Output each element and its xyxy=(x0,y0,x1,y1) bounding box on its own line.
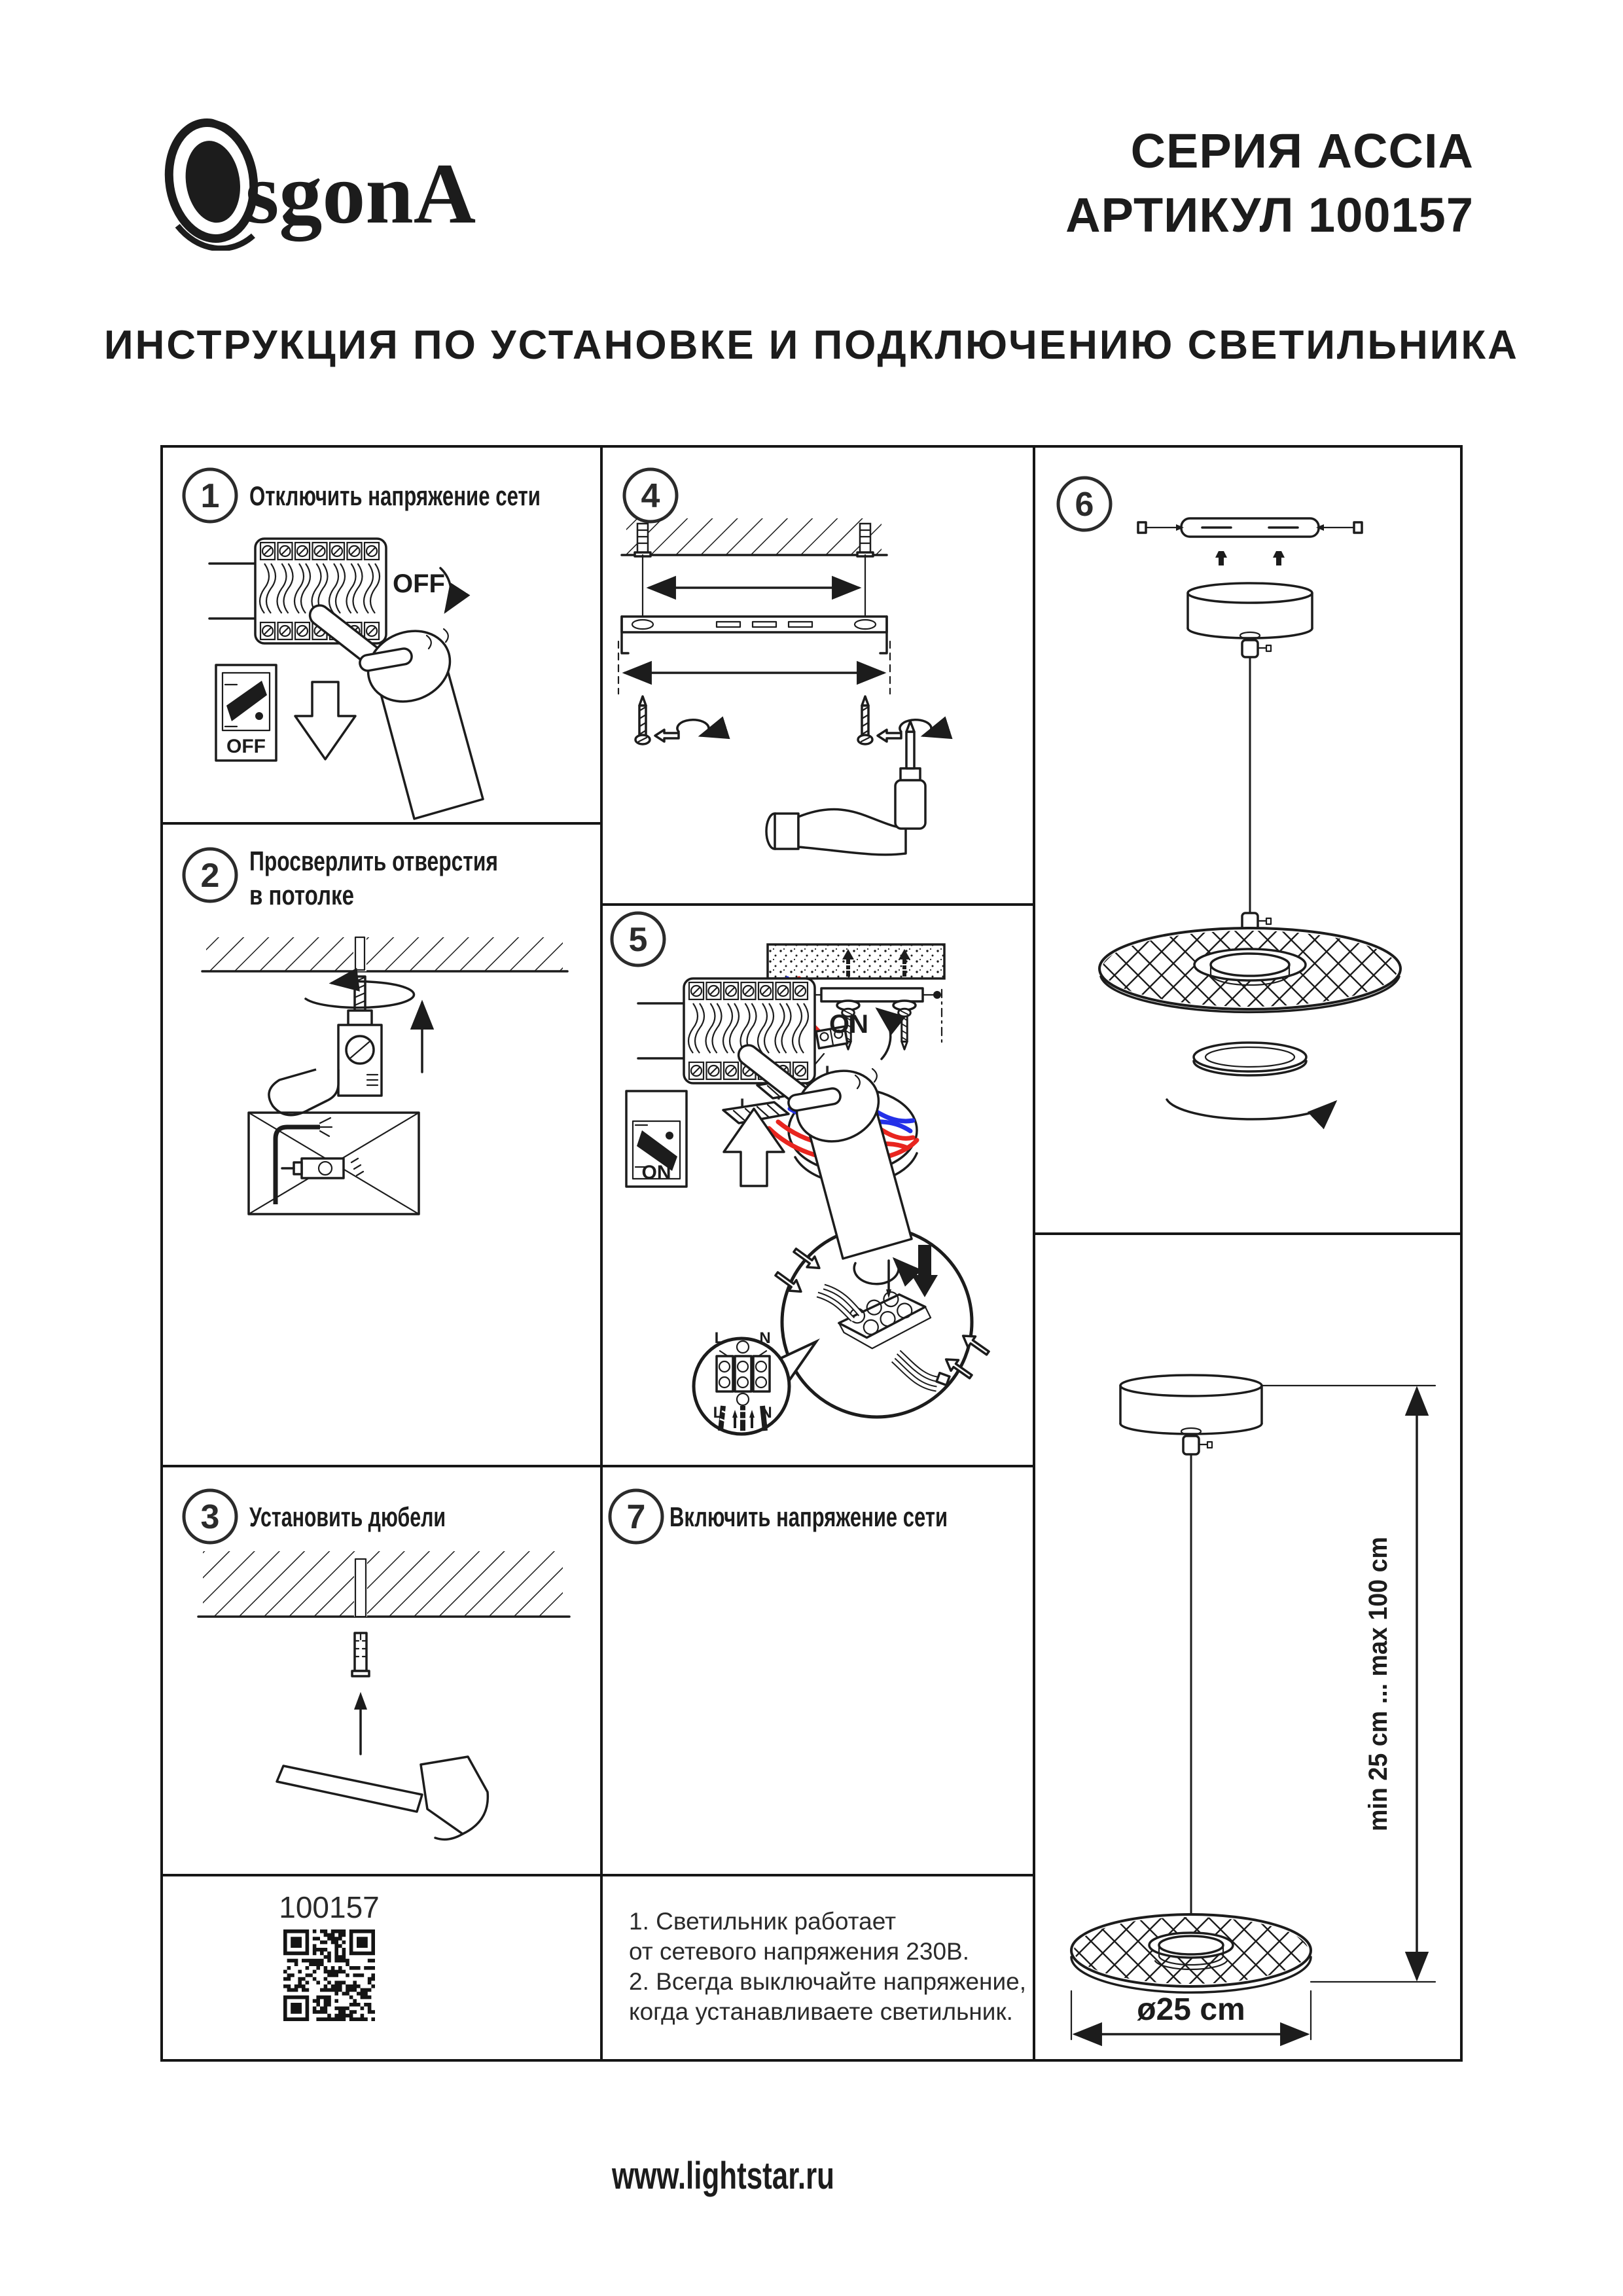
page-title: ИНСТРУКЦИЯ ПО УСТАНОВКЕ И ПОДКЛЮЧЕНИЮ СВЕТИЛЬНИКА xyxy=(104,323,1519,368)
note-line: 1. Светильник работает xyxy=(629,1908,897,1935)
dimensions-cell xyxy=(1071,1375,1435,2039)
step-2-title-line1: Просверлить отверстия xyxy=(249,846,498,876)
screw-icon xyxy=(635,696,650,744)
step-3-number: 3 xyxy=(200,1498,220,1536)
screw-rotate-icon xyxy=(878,720,931,742)
step-7-title: Включить напряжение сети xyxy=(669,1501,948,1532)
hammer-icon xyxy=(277,1757,488,1839)
article-number: АРТИКУЛ 100157 xyxy=(1065,188,1474,242)
step-6-cell xyxy=(1058,478,1400,1119)
step-1-number: 1 xyxy=(200,477,220,515)
terminal-label-l: L xyxy=(714,1329,724,1347)
note-line: от сетевого напряжения 230В. xyxy=(629,1938,969,1965)
website-url: www.lightstar.ru xyxy=(611,2155,834,2197)
footer xyxy=(507,2148,939,2207)
qr-code xyxy=(283,1929,375,2021)
step-1-cell xyxy=(184,469,541,819)
step-1-title: Отключить напряжение сети xyxy=(249,480,541,511)
step-7-number: 7 xyxy=(626,1498,646,1536)
woven-shade-icon xyxy=(1071,1914,1311,1992)
step-2-title-line2: в потолке xyxy=(249,880,354,910)
height-range-label: min 25 cm ... max 100 cm xyxy=(1364,1518,1393,1831)
step-1-off-label: OFF xyxy=(393,569,445,598)
ceiling-drilling-diagram xyxy=(202,937,567,1214)
logo-text: sgonA xyxy=(245,145,476,242)
diffuser-ring-icon xyxy=(1194,1043,1306,1075)
big-up-arrow-icon xyxy=(724,1109,784,1186)
up-arrow-icon xyxy=(354,1692,367,1710)
dowel-icon xyxy=(352,1633,369,1676)
big-down-arrow-icon xyxy=(295,682,355,759)
note-line: когда устанавливаете светильник. xyxy=(629,1998,1013,2025)
step-3-cell xyxy=(184,1490,569,1839)
step-2-cell xyxy=(184,846,567,1214)
turn-up-arrow-icon xyxy=(878,1009,891,1059)
dowel-icon xyxy=(857,524,873,556)
osgona-logo xyxy=(160,110,481,251)
no-drill-near-wires-icon xyxy=(249,1113,419,1214)
height-dimension xyxy=(1262,1386,1435,1982)
series-name: СЕРИЯ ACCIA xyxy=(1130,124,1474,178)
screw-icon xyxy=(858,696,872,744)
pendant-lamp-diagram xyxy=(1071,1375,1435,2039)
series-block xyxy=(1065,119,1474,247)
step-7-on-label: ON xyxy=(829,1010,868,1039)
switch-off-text: OFF xyxy=(226,736,266,757)
terminal-label-n: N xyxy=(759,1329,771,1347)
step-2-number: 2 xyxy=(200,857,220,895)
bracket-mounting-diagram xyxy=(618,518,931,855)
lamp-assembly-diagram xyxy=(1099,518,1400,1119)
qr-cell xyxy=(279,1890,380,2021)
terminal-label-l: L xyxy=(713,1404,723,1422)
step-4-cell xyxy=(618,469,931,855)
step-5-number: 5 xyxy=(628,921,648,959)
switch-on-text: ON xyxy=(641,1162,671,1183)
rotate-ring-arrow-icon xyxy=(1167,1100,1335,1119)
instruction-table xyxy=(160,445,1463,2062)
step-3-title: Установить дюбели xyxy=(249,1501,446,1532)
breaker-panel-icon xyxy=(209,539,386,643)
step-4-number: 4 xyxy=(641,477,660,515)
screw-rotate-icon xyxy=(655,720,709,742)
note-line: 2. Всегда выключайте напряжение, xyxy=(629,1968,1026,1995)
notes-cell xyxy=(629,1908,1026,2025)
breaker-panel-icon xyxy=(638,978,815,1083)
electric-screwdriver-icon xyxy=(766,721,925,855)
dowel-hammer-diagram xyxy=(198,1551,569,1839)
dowel-icon xyxy=(635,524,651,556)
diameter-dimension xyxy=(1071,1991,1311,2039)
woven-shade-icon xyxy=(1099,928,1400,1012)
step-6-number: 6 xyxy=(1075,486,1094,524)
diameter-label: ø25 cm xyxy=(1137,1992,1245,2027)
mounting-bar-icon xyxy=(1138,518,1362,565)
qr-article-number: 100157 xyxy=(279,1890,380,1924)
terminal-label-n: N xyxy=(760,1404,772,1422)
canopy-icon xyxy=(1188,583,1312,657)
mounting-bracket-icon xyxy=(622,617,887,653)
